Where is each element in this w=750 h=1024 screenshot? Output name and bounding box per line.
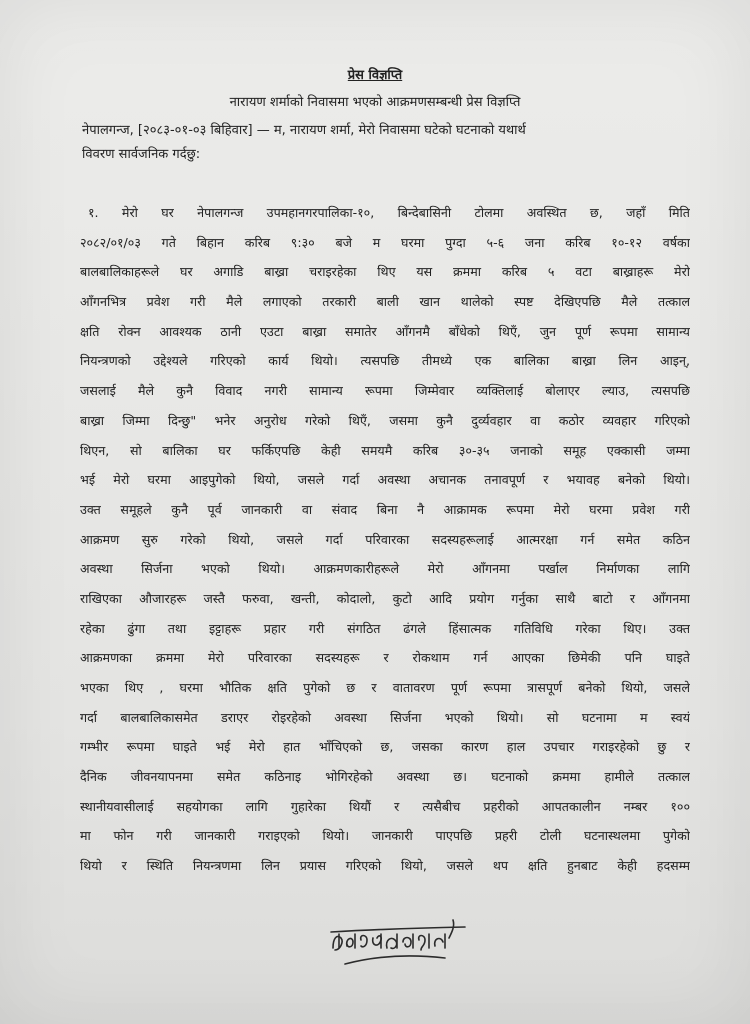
body-line: नियन्त्रणको उद्देश्यले गरिएको कार्य थियो। त्यसपछि तीमध्ये एक बालिका बाख्रा लिन आइन्,	[80, 353, 690, 369]
body-line: क्षति रोक्न आवश्यक ठानी एउटा बाख्रा समातेर आँगनमै बाँधेको थिएँ, जुन पूर्ण रूपमा सामान्य	[80, 323, 690, 339]
body-line: आँगनभित्र प्रवेश गरी मैले लगाएको तरकारी बाली खान थालेको स्पष्ट देखिएपछि मैले तत्काल	[80, 294, 690, 310]
body-line: १. मेरो घर नेपालगन्ज उपमहानगरपालिका-१०, बिन्देबासिनी टोलमा अवस्थित छ, जहाँ मिति	[88, 205, 690, 220]
body-line: भई मेरो घरमा आइपुगेको थियो, जसले गर्दा अवस्था अचानक तनावपूर्ण र भयावह बनेको थियो।	[80, 472, 690, 488]
intro-line: नेपालगन्ज, [२०८३-०१-०३ बिहिवार] — म, नारायण शर्मा, मेरो निवासमा घटेको घटनाको यथार्थ	[82, 123, 526, 138]
body-line: थिएन, सो बालिका घर फर्किएपछि केही समयमै करिब ३०-३५ जनाको समूह एक्कासी जम्मा	[80, 442, 690, 458]
body-line: बाख्रा जिम्मा दिन्छु" भनेर अनुरोध गरेको थिएँ, जसमा कुनै दुर्व्यवहार वा कठोर व्यवहार गरिएको	[80, 412, 690, 428]
body-line: बालबालिकाहरूले घर अगाडि बाख्रा चराइरहेका थिए यस क्रममा करिब ५ वटा बाख्राहरू मेरो	[80, 264, 690, 280]
body-line: आक्रमण सुरु गरेको थियो, जसले गर्दा परिवारका सदस्यहरूलाई आत्मरक्षा गर्न समेत कठिन	[80, 531, 690, 547]
document-subtitle: नारायण शर्माको निवासमा भएको आक्रमणसम्बन्धी प्रेस विज्ञप्ति	[229, 95, 521, 110]
body-line: रहेका ढुंगा तथा इट्टाहरू प्रहार गरी संगठित ढंगले हिंसात्मक गतिविधि गरेका थिए। उक्त	[80, 620, 690, 636]
body-line: आक्रमणका क्रममा मेरो परिवारका सदस्यहरू र रोकथाम गर्न आएका छिमेकी पनि घाइते	[80, 650, 690, 666]
intro-paragraph	[82, 119, 682, 167]
body-line: २०८२/०१/०३ गते बिहान करिब ९:३० बजे म घरमा पुग्दा ५-६ जना करिब १०-१२ वर्षका	[80, 234, 690, 250]
body-line: जसलाई मैले कुनै विवाद नगरी सामान्य रूपमा जिम्मेवार व्यक्तिलाई बोलाएर ल्याउ, त्यसपछि	[80, 383, 690, 399]
body-line: थियो र स्थिति नियन्त्रणमा लिन प्रयास गरिएको थियो, जसले थप क्षति हुनबाट केही हदसम्म	[80, 858, 690, 874]
body-line: भएका थिए , घरमा भौतिक क्षति पुगेको छ र वातावरण पूर्ण रूपमा त्रासपूर्ण बनेको थियो, जसले	[80, 680, 690, 695]
body-line: मा फोन गरी जानकारी गराइएको थियो। जानकारी पाएपछि प्रहरी टोली घटनास्थलमा पुगेको	[80, 828, 690, 844]
body-paragraph	[80, 198, 690, 881]
body-line: अवस्था सिर्जना भएको थियो। आक्रमणकारीहरूले मेरो आँगनमा पर्खाल निर्माणका लागि	[80, 561, 690, 577]
document-heading: प्रेस विज्ञप्ति	[347, 68, 403, 83]
body-line: स्थानीयवासीलाई सहयोगका लागि गुहारेका थियौं र त्यसैबीच प्रहरीको आपतकालीन नम्बर १००	[80, 798, 690, 814]
body-line: गम्भीर रूपमा घाइते भई मेरो हात भाँचिएको छ, जसका कारण हाल उपचार गराइरहेको छु र	[80, 739, 690, 755]
body-line: दैनिक जीवनयापनमा समेत कठिनाइ भोगिरहेको अवस्था छ। घटनाको क्रममा हामीले तत्काल	[80, 769, 690, 785]
body-line: गर्दा बालबालिकासमेत डराएर रोइरहेको अवस्था सिर्जना भएको थियो। सो घटनामा म स्वयं	[80, 709, 690, 725]
intro-line: विवरण सार्वजनिक गर्दछु:	[82, 147, 201, 162]
handwritten-signature	[325, 912, 475, 972]
body-line: उक्त समूहले कुनै पूर्व जानकारी वा संवाद बिना नै आक्रामक रूपमा मेरो घरमा प्रवेश गरी	[80, 501, 690, 517]
body-line: राखिएका औजारहरू जस्तै फरुवा, खन्ती, कोदालो, कुटो आदि प्रयोग गर्नुका साथै बाटो र आँगनमा	[80, 590, 690, 606]
